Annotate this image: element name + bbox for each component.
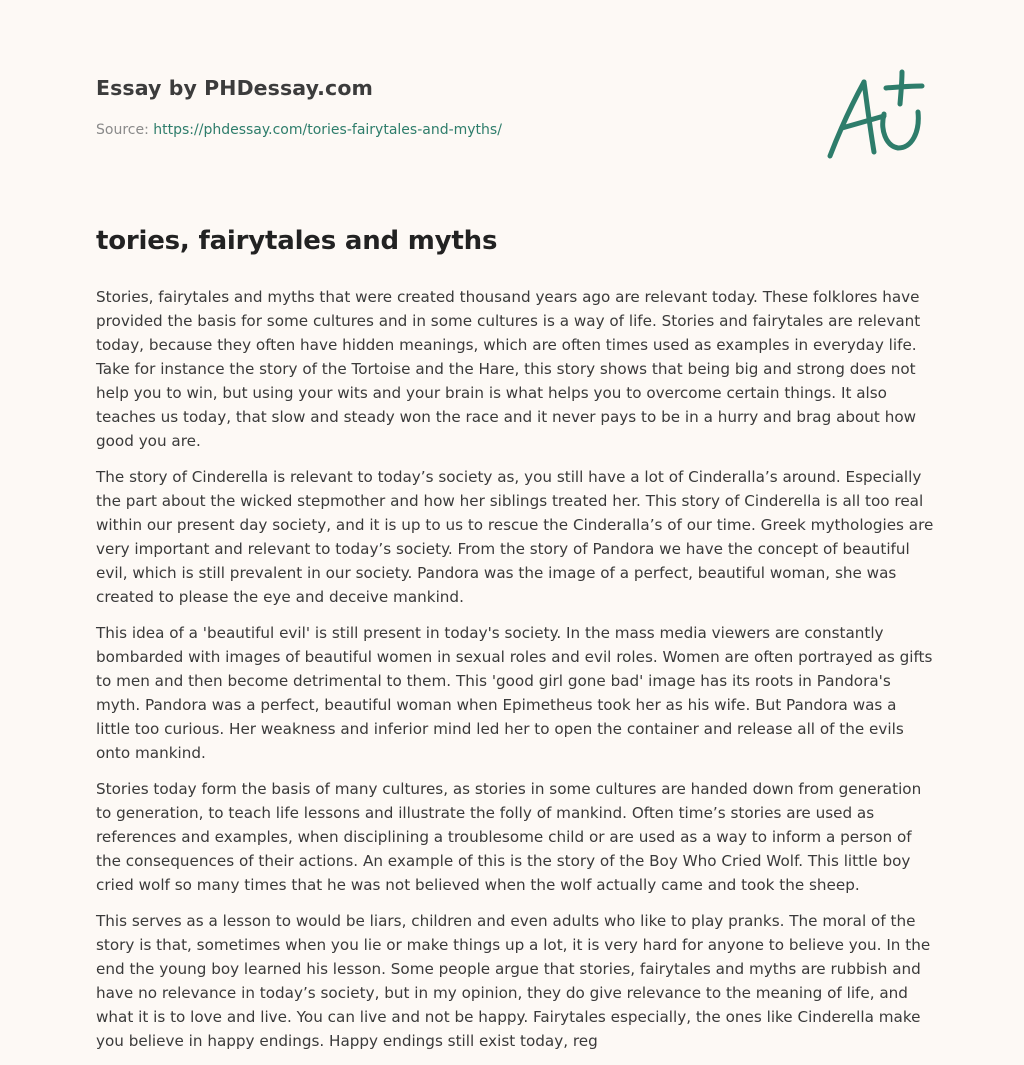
essay-paragraph: This idea of a 'beautiful evil' is still present in today's society. In the mass media viewers are constantly bombarded with images of beautiful women in sexual roles and evil roles. Women are often portrayed as gifts to men and then become detrimental to them. This 'good girl gone bad' image has its roots in Pandora's myth. Pandora was a perfect, beautiful woman when Epimetheus took her as his wife. But Pandora was a little too curious. Her weakness and inferior mind led her to open the container and release all of the evils onto mankind. [96, 624, 933, 762]
source-link[interactable]: https://phdessay.com/tories-fairytales-and-myths/ [153, 122, 502, 138]
essay-header [96, 76, 796, 138]
a-plus-grade-icon [822, 68, 928, 164]
essay-paragraph: Stories, fairytales and myths that were created thousand years ago are relevant today. These folklores have provided the basis for some cultures and in some cultures is a way of life. Stories and fairytales are relevant today, because they often have hidden meanings, which are often times used as examples in everyday life. Take for instance the story of the Tortoise and the Hare, this story shows that being big and strong does not help you to win, but using your wits and your brain is what helps you to overcome certain things. It also teaches us today, that slow and steady won the race and it never pays to be in a hurry and brag about how good you are. [96, 288, 921, 450]
source-line [96, 122, 796, 138]
essay-paragraph: This serves as a lesson to would be liars, children and even adults who like to play pranks. The moral of the story is that, sometimes when you lie or make things up a lot, it is very hard for anyone to believe you. In the end the young boy learned his lesson. Some people argue that stories, fairytales and myths are rubbish and have no relevance in today’s society, but in my opinion, they do give relevance to the meaning of life, and what it is to love and live. You can live and not be happy. Fairytales especially, the ones like Cinderella make you believe in happy endings. Happy endings still exist today, reg [96, 912, 931, 1050]
brand-title: Essay by PHDessay.com [96, 76, 373, 100]
essay-paragraph: Stories today form the basis of many cultures, as stories in some cultures are handed down from generation to generation, to teach life lessons and illustrate the folly of mankind. Often time’s stories are used as references and examples, when disciplining a troublesome child or are used as a way to inform a person of the consequences of their actions. An example of this is the story of the Boy Who Cried Wolf. This little boy cried wolf so many times that he was not believed when the wolf actually came and took the sheep. [96, 780, 922, 894]
source-label: Source: [96, 122, 154, 138]
essay-title: tories, fairytales and myths [96, 226, 498, 256]
essay-paragraph: The story of Cinderella is relevant to today’s society as, you still have a lot of Cinderalla’s around. Especially the part about the wicked stepmother and how her siblings treated her. This story of Cinderella is all too real within our present day society, and it is up to us to rescue the Cinderalla’s of our time. Greek mythologies are very important and relevant to today’s society. From the story of Pandora we have the concept of beautiful evil, which is still prevalent in our society. Pandora was the image of a perfect, beautiful woman, she was created to please the eye and deceive mankind. [96, 468, 934, 606]
essay-body [96, 285, 934, 1065]
